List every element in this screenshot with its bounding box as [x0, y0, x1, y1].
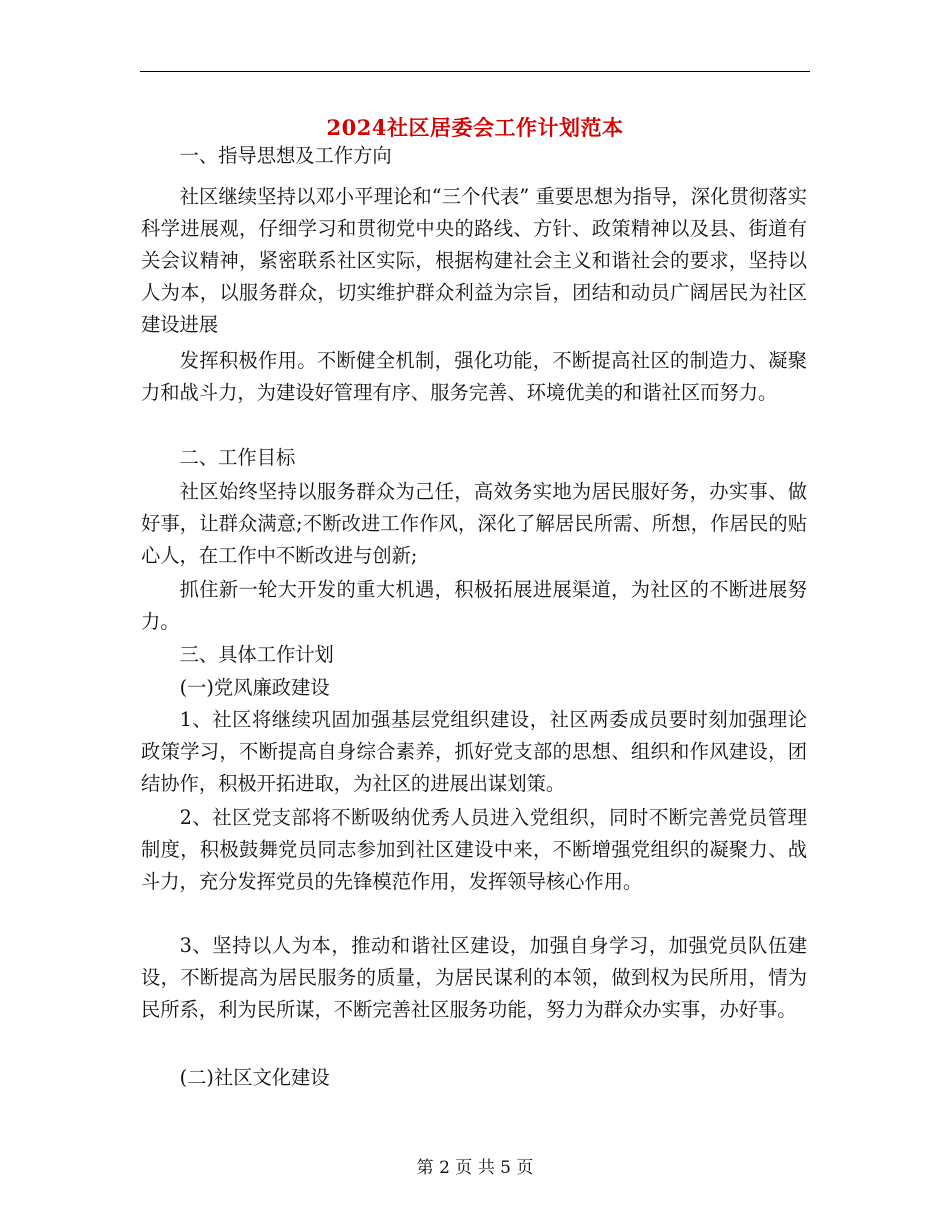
section-heading: 二、工作目标: [179, 446, 296, 469]
list-item: 2、社区党支部将不断吸纳优秀人员进入党组织，同时不断完善党员管理制度，积极鼓舞党员同志参加到社区建设中来，不断增强党组织的凝聚力、战斗力，充分发挥党员的先锋模范作用，发挥领导核心作用。: [141, 806, 807, 893]
section-heading: 一、指导思想及工作方向: [179, 144, 392, 167]
paragraph: 社区继续坚持以邓小平理论和“三个代表” 重要思想为指导，深化贯彻落实科学进展观，仔细学习和贯彻党中央的路线、方针、政策精神以及县、街道有关会议精神，紧密联系社区实际，根据构建社会主义和谐社会的要求，坚持以人为本，以服务群众，切实维护群众利益为宗旨，团结和动员广阔居民为社区建设进展: [141, 185, 807, 336]
list-item: 3、坚持以人为本，推动和谐社区建设，加强自身学习，加强党员队伍建设，不断提高为居民服务的质量，为居民谋利的本领，做到权为民所用，情为民所系，利为民所谋，不断完善社区服务功能，努力为群众办实事，办好事。: [141, 934, 807, 1021]
subsection-heading: (一)党风廉政建设: [179, 676, 330, 699]
paragraph: 发挥积极作用。不断健全机制，强化功能，不断提高社区的制造力、凝聚力和战斗力，为建设好管理有序、服务完善、环境优美的和谐社区而努力。: [141, 349, 807, 404]
header-rule: [140, 71, 810, 72]
document-title: 2024社区居委会工作计划范本: [326, 115, 624, 140]
section-heading: 三、具体工作计划: [179, 643, 334, 666]
paragraph: 社区始终坚持以服务群众为己任，高效务实地为居民服好务，办实事、做好事，让群众满意;不断改进工作作风，深化了解居民所需、所想，作居民的贴心人，在工作中不断改进与创新;: [141, 480, 807, 567]
list-item: 1、社区将继续巩固加强基层党组织建设，社区两委成员要时刻加强理论政策学习，不断提高自身综合素养，抓好党支部的思想、组织和作风建设，团结协作，积极开拓进取，为社区的进展出谋划策。: [141, 708, 807, 795]
paragraph: 抓住新一轮大开发的重大机遇，积极拓展进展渠道，为社区的不断进展努力。: [141, 578, 807, 633]
subsection-heading: (二)社区文化建设: [179, 1066, 330, 1089]
page-number: 第 2 页 共 5 页: [416, 1158, 534, 1178]
